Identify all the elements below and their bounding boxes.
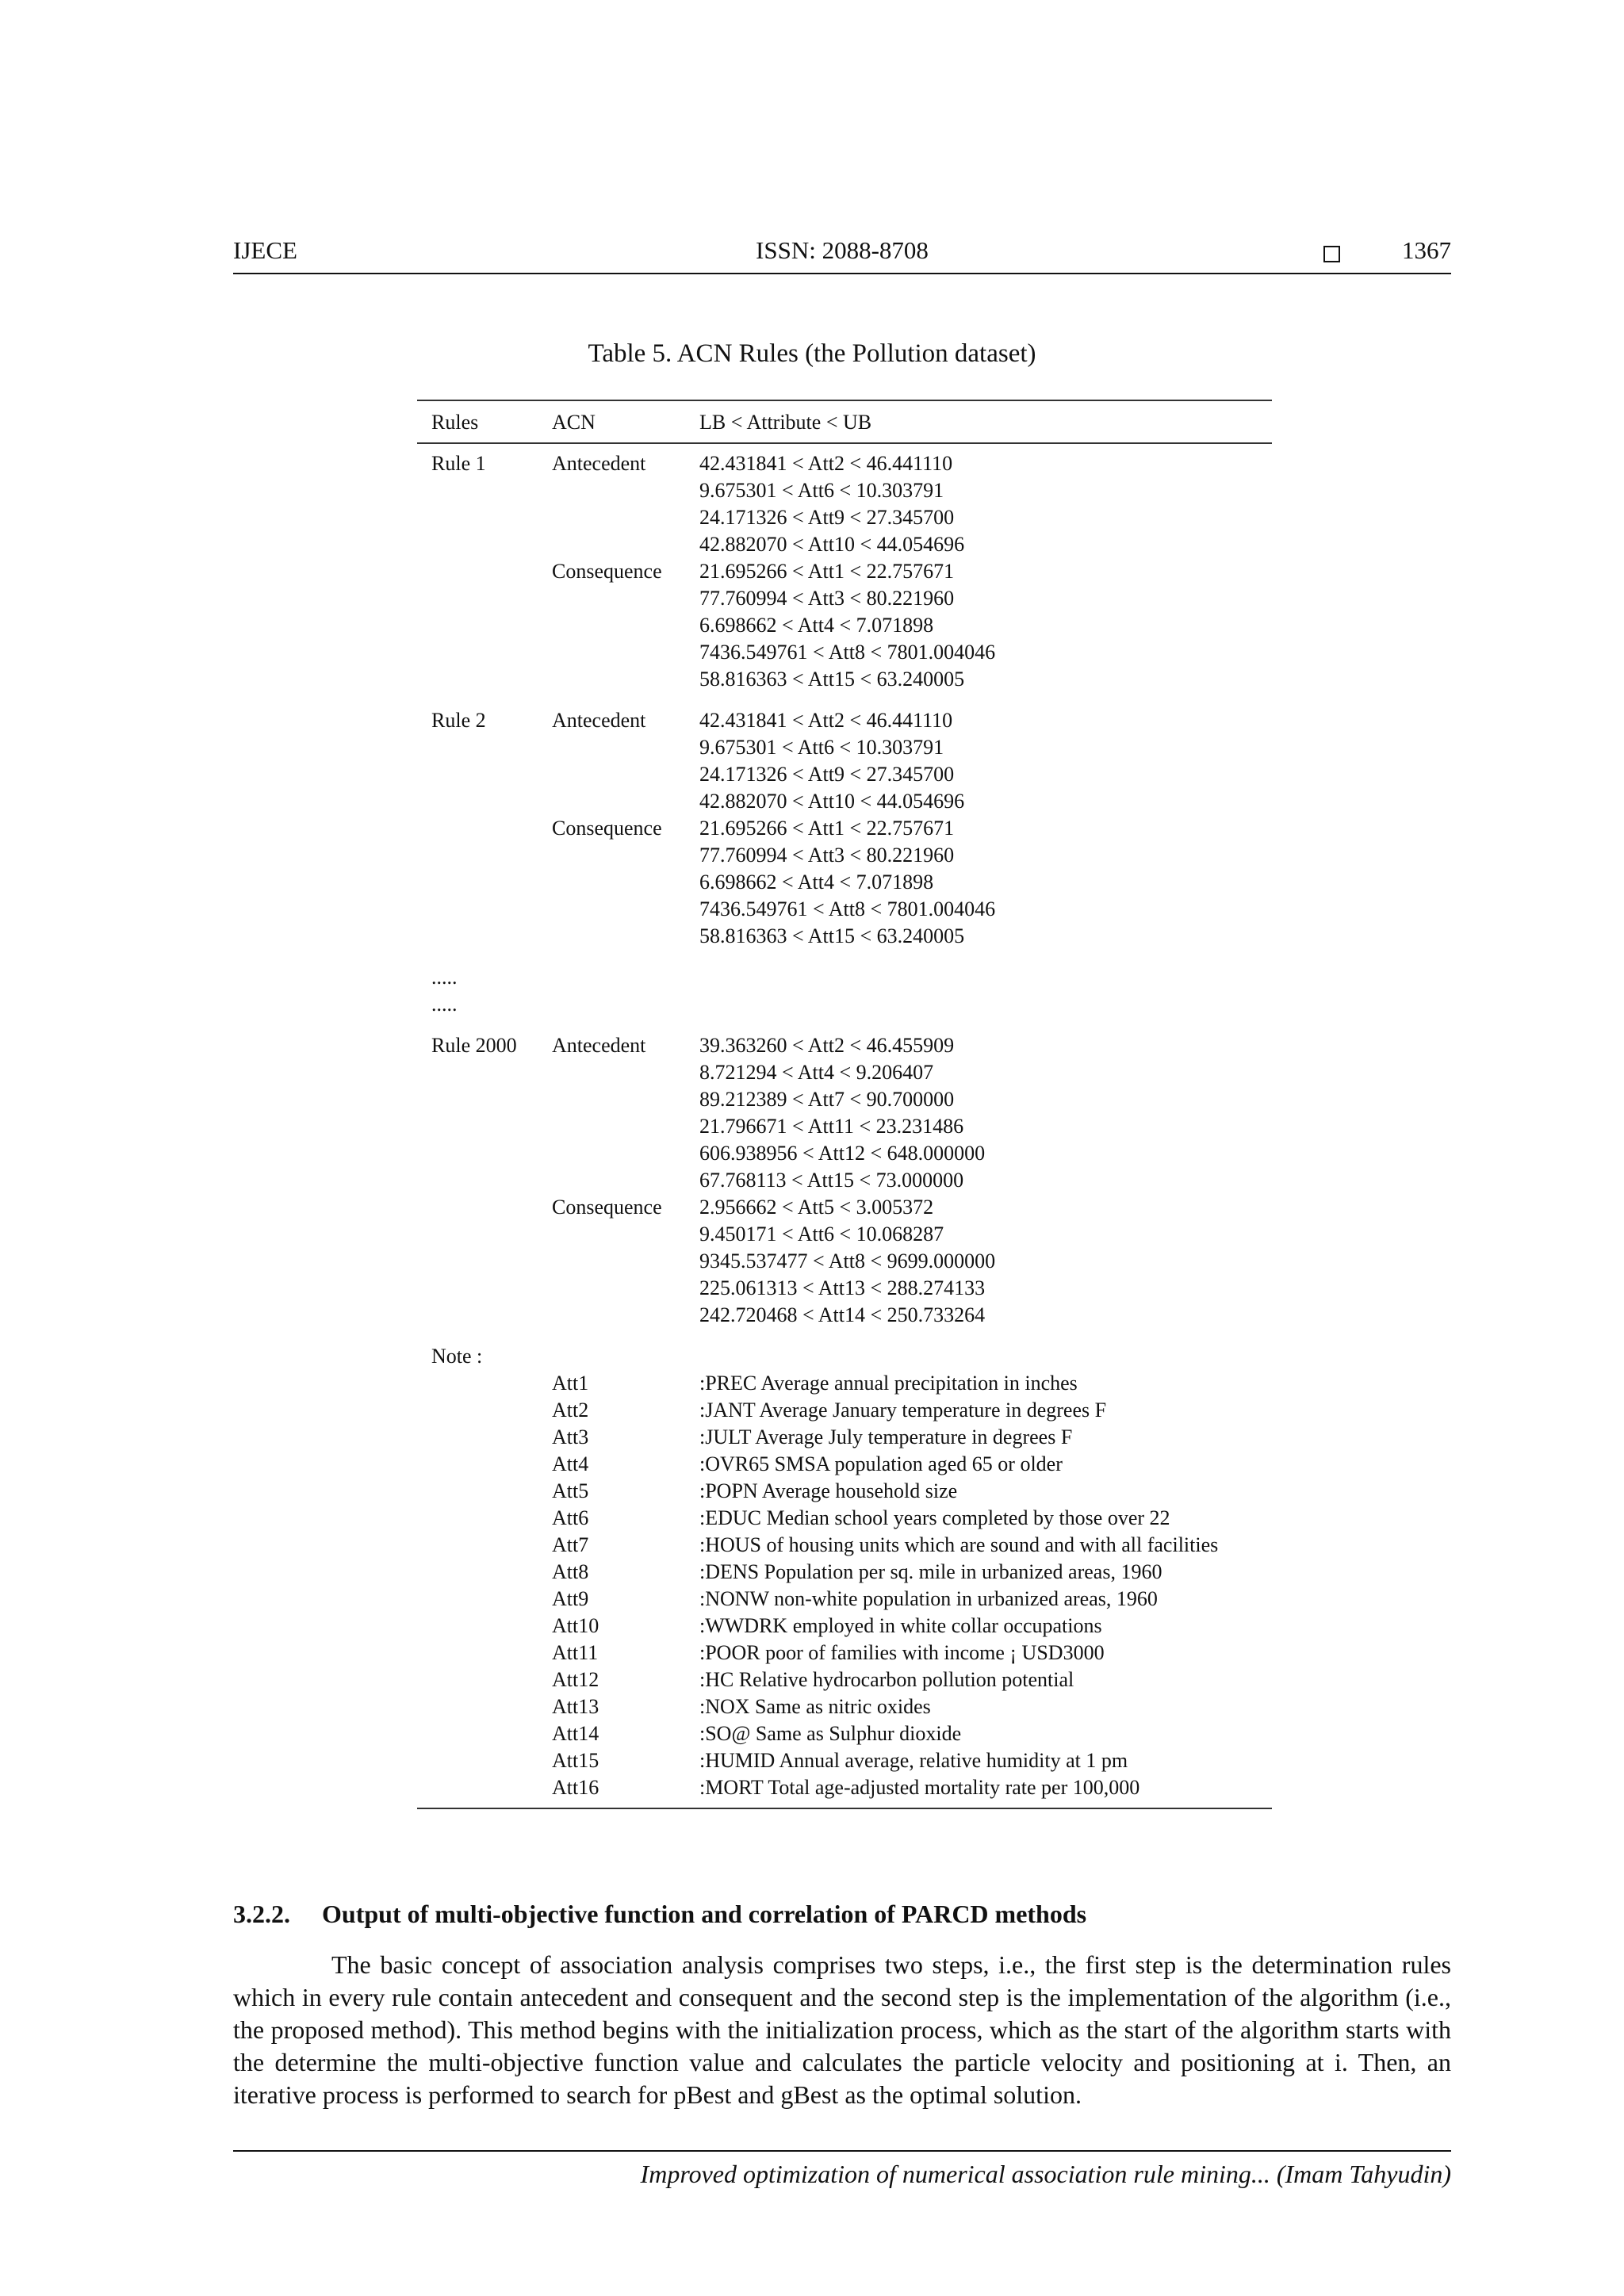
section-heading: [233, 1900, 1086, 1929]
note-attribute: Att16: [552, 1776, 599, 1799]
note-attribute: Att6: [552, 1506, 589, 1529]
note-row: [417, 1478, 1272, 1505]
table-body: [417, 444, 1272, 1801]
bound-condition: 8.721294 < Att4 < 9.206407: [699, 1061, 934, 1084]
note-row: [417, 1532, 1272, 1559]
table-row: [417, 842, 1272, 869]
bound-condition: 42.431841 < Att2 < 46.441110: [699, 709, 953, 732]
running-footer: Improved optimization of numerical association rule mining... (Imam Tahyudin): [640, 2160, 1451, 2188]
table-row: [417, 1275, 1272, 1302]
bound-condition: 39.363260 < Att2 < 46.455909: [699, 1034, 955, 1057]
section-title: Output of multi-objective function and correlation of PARCD methods: [322, 1900, 1087, 1928]
note-attribute: Att11: [552, 1641, 599, 1664]
ellipsis: .....: [431, 966, 458, 989]
table-row: [417, 639, 1272, 666]
bound-condition: 24.171326 < Att9 < 27.345700: [699, 763, 955, 786]
table-row: [417, 923, 1272, 950]
note-row: [417, 1693, 1272, 1720]
bound-condition: 6.698662 < Att4 < 7.071898: [699, 871, 934, 894]
note-attribute: Att9: [552, 1587, 589, 1610]
bound-condition: 42.431841 < Att2 < 46.441110: [699, 452, 953, 475]
journal-name: IJECE: [233, 236, 297, 264]
bound-condition: 24.171326 < Att9 < 27.345700: [699, 506, 955, 529]
ellipsis: .....: [431, 993, 458, 1016]
note-attribute: Att10: [552, 1614, 599, 1637]
bound-condition: 9.675301 < Att6 < 10.303791: [699, 479, 944, 502]
note-attribute: Att7: [552, 1533, 589, 1556]
note-row: [417, 1774, 1272, 1801]
note-label: Note :: [431, 1345, 483, 1368]
rule-name: Rule 1: [431, 452, 486, 475]
rule-name: Rule 2000: [431, 1034, 517, 1057]
note-row: [417, 1451, 1272, 1478]
note-description: :OVR65 SMSA population aged 65 or older: [699, 1452, 1063, 1475]
bound-condition: 42.882070 < Att10 < 44.054696: [699, 533, 965, 556]
table-row: [417, 896, 1272, 923]
ellipsis-row: [417, 991, 1272, 1018]
table-row: [417, 1302, 1272, 1329]
note-description: :DENS Population per sq. mile in urbanized areas, 1960: [699, 1560, 1162, 1583]
note-description: :HC Relative hydrocarbon pollution potential: [699, 1668, 1074, 1691]
square-icon: [1323, 246, 1340, 262]
note-row: [417, 1397, 1272, 1424]
note-row: [417, 1370, 1272, 1397]
bound-condition: 225.061313 < Att13 < 288.274133: [699, 1276, 986, 1299]
note-description: :HOUS of housing units which are sound and with all facilities: [699, 1533, 1219, 1556]
note-row: [417, 1667, 1272, 1693]
bound-condition: 7436.549761 < Att8 < 7801.004046: [699, 641, 996, 664]
note-description: :MORT Total age-adjusted mortality rate per 100,000: [699, 1776, 1140, 1799]
note-row: [417, 1747, 1272, 1774]
body-paragraph: [233, 1949, 1451, 2111]
issn: ISSN: 2088-8708: [756, 236, 929, 264]
rule-group: [417, 1032, 1272, 1329]
table-row: [417, 1248, 1272, 1275]
bound-condition: 2.956662 < Att5 < 3.005372: [699, 1196, 934, 1219]
page-number: 1367: [1402, 236, 1451, 264]
note-attribute: Att1: [552, 1372, 589, 1395]
acn-label: Consequence: [552, 1196, 662, 1219]
footer-divider: [233, 2150, 1451, 2152]
note-attribute: Att5: [552, 1479, 589, 1502]
table-header: [417, 401, 1272, 442]
column-header-acn: ACN: [552, 411, 596, 434]
bound-condition: 9.450171 < Att6 < 10.068287: [699, 1223, 944, 1246]
table-row: [417, 1194, 1272, 1221]
acn-label: Consequence: [552, 817, 662, 840]
bound-condition: 7436.549761 < Att8 < 7801.004046: [699, 897, 996, 920]
bound-condition: 9.675301 < Att6 < 10.303791: [699, 736, 944, 759]
bound-condition: 6.698662 < Att4 < 7.071898: [699, 614, 934, 637]
bound-condition: 242.720468 < Att14 < 250.733264: [699, 1303, 986, 1326]
bound-condition: 9345.537477 < Att8 < 9699.000000: [699, 1249, 996, 1272]
acn-label: Antecedent: [552, 1034, 646, 1057]
column-header-rules: Rules: [431, 411, 479, 434]
acn-label: Antecedent: [552, 452, 646, 475]
note-row: [417, 1640, 1272, 1667]
table-row: [417, 1032, 1272, 1059]
rule-group: [417, 450, 1272, 693]
note-description: :PREC Average annual precipitation in inches: [699, 1372, 1078, 1395]
column-header-bounds: LB < Attribute < UB: [699, 411, 872, 434]
table-row: [417, 815, 1272, 842]
table-row: [417, 1221, 1272, 1248]
bound-condition: 58.816363 < Att15 < 63.240005: [699, 668, 965, 691]
note-description: :POPN Average household size: [699, 1479, 958, 1502]
paragraph-text: The basic concept of association analysis comprises two steps, i.e., the first step is the determination rules which in every rule contain antecedent and consequent and the second step is the implementation of the algorithm (i.e., the proposed method). This method begins with the initialization process, which as the start of the algorithm starts with the determine the multi-objective function value and calculates the particle velocity and positioning at i. Then, an iterative process is performed to search for pBest and gBest as the optimal solution.: [233, 1950, 1451, 2109]
header-divider: [233, 273, 1451, 274]
rule-name: Rule 2: [431, 709, 486, 732]
table-row: [417, 761, 1272, 788]
note-attribute: Att3: [552, 1425, 589, 1448]
table-row: [417, 531, 1272, 558]
bound-condition: 21.695266 < Att1 < 22.757671: [699, 817, 955, 840]
table-row: [417, 1113, 1272, 1140]
bound-condition: 21.695266 < Att1 < 22.757671: [699, 560, 955, 583]
table-row: [417, 788, 1272, 815]
table-bottom-rule: [417, 1808, 1272, 1809]
table-row: [417, 734, 1272, 761]
bound-condition: 42.882070 < Att10 < 44.054696: [699, 790, 965, 813]
bound-condition: 58.816363 < Att15 < 63.240005: [699, 924, 965, 947]
table-row: [417, 504, 1272, 531]
table-row: [417, 1086, 1272, 1113]
note-row: [417, 1720, 1272, 1747]
note-header-row: [417, 1343, 1272, 1370]
acn-label: Antecedent: [552, 709, 646, 732]
bound-condition: 21.796671 < Att11 < 23.231486: [699, 1115, 964, 1138]
note-description: :EDUC Median school years completed by those over 22: [699, 1506, 1170, 1529]
note-description: :JANT Average January temperature in degrees F: [699, 1399, 1107, 1422]
bound-condition: 77.760994 < Att3 < 80.221960: [699, 844, 955, 867]
table-row: [417, 1140, 1272, 1167]
note-description: :SO@ Same as Sulphur dioxide: [699, 1722, 962, 1745]
table-row: [417, 707, 1272, 734]
table-caption: Table 5. ACN Rules (the Pollution dataset): [588, 339, 1036, 368]
note-attribute: Att14: [552, 1722, 599, 1745]
table-row: [417, 585, 1272, 612]
bound-condition: 67.768113 < Att15 < 73.000000: [699, 1169, 964, 1192]
table-row: [417, 869, 1272, 896]
table-row: [417, 477, 1272, 504]
note-description: :HUMID Annual average, relative humidity at 1 pm: [699, 1749, 1128, 1772]
note-row: [417, 1613, 1272, 1640]
table-row: [417, 1167, 1272, 1194]
bound-condition: 77.760994 < Att3 < 80.221960: [699, 587, 955, 610]
note-description: :JULT Average July temperature in degrees F: [699, 1425, 1073, 1448]
table-row: [417, 612, 1272, 639]
section-number: 3.2.2.: [233, 1900, 290, 1928]
running-header: [233, 236, 1451, 274]
note-attribute: Att2: [552, 1399, 589, 1422]
note-description: :POOR poor of families with income ¡ USD3000: [699, 1641, 1105, 1664]
table-row: [417, 666, 1272, 693]
bound-condition: 89.212389 < Att7 < 90.700000: [699, 1088, 955, 1111]
note-attribute: Att8: [552, 1560, 589, 1583]
note-description: :NOX Same as nitric oxides: [699, 1695, 931, 1718]
bound-condition: 606.938956 < Att12 < 648.000000: [699, 1142, 986, 1165]
note-row: [417, 1559, 1272, 1586]
note-description: :WWDRK employed in white collar occupations: [699, 1614, 1102, 1637]
note-attribute: Att4: [552, 1452, 589, 1475]
table-row: [417, 450, 1272, 477]
note-attribute: Att13: [552, 1695, 599, 1718]
note-attribute: Att15: [552, 1749, 599, 1772]
note-row: [417, 1424, 1272, 1451]
note-row: [417, 1586, 1272, 1613]
acn-rules-table: [417, 400, 1272, 1809]
note-description: :NONW non-white population in urbanized areas, 1960: [699, 1587, 1158, 1610]
rule-group: [417, 707, 1272, 950]
ellipsis-row: [417, 964, 1272, 991]
note-row: [417, 1505, 1272, 1532]
table-row: [417, 1059, 1272, 1086]
acn-label: Consequence: [552, 560, 662, 583]
note-attribute: Att12: [552, 1668, 599, 1691]
table-row: [417, 558, 1272, 585]
